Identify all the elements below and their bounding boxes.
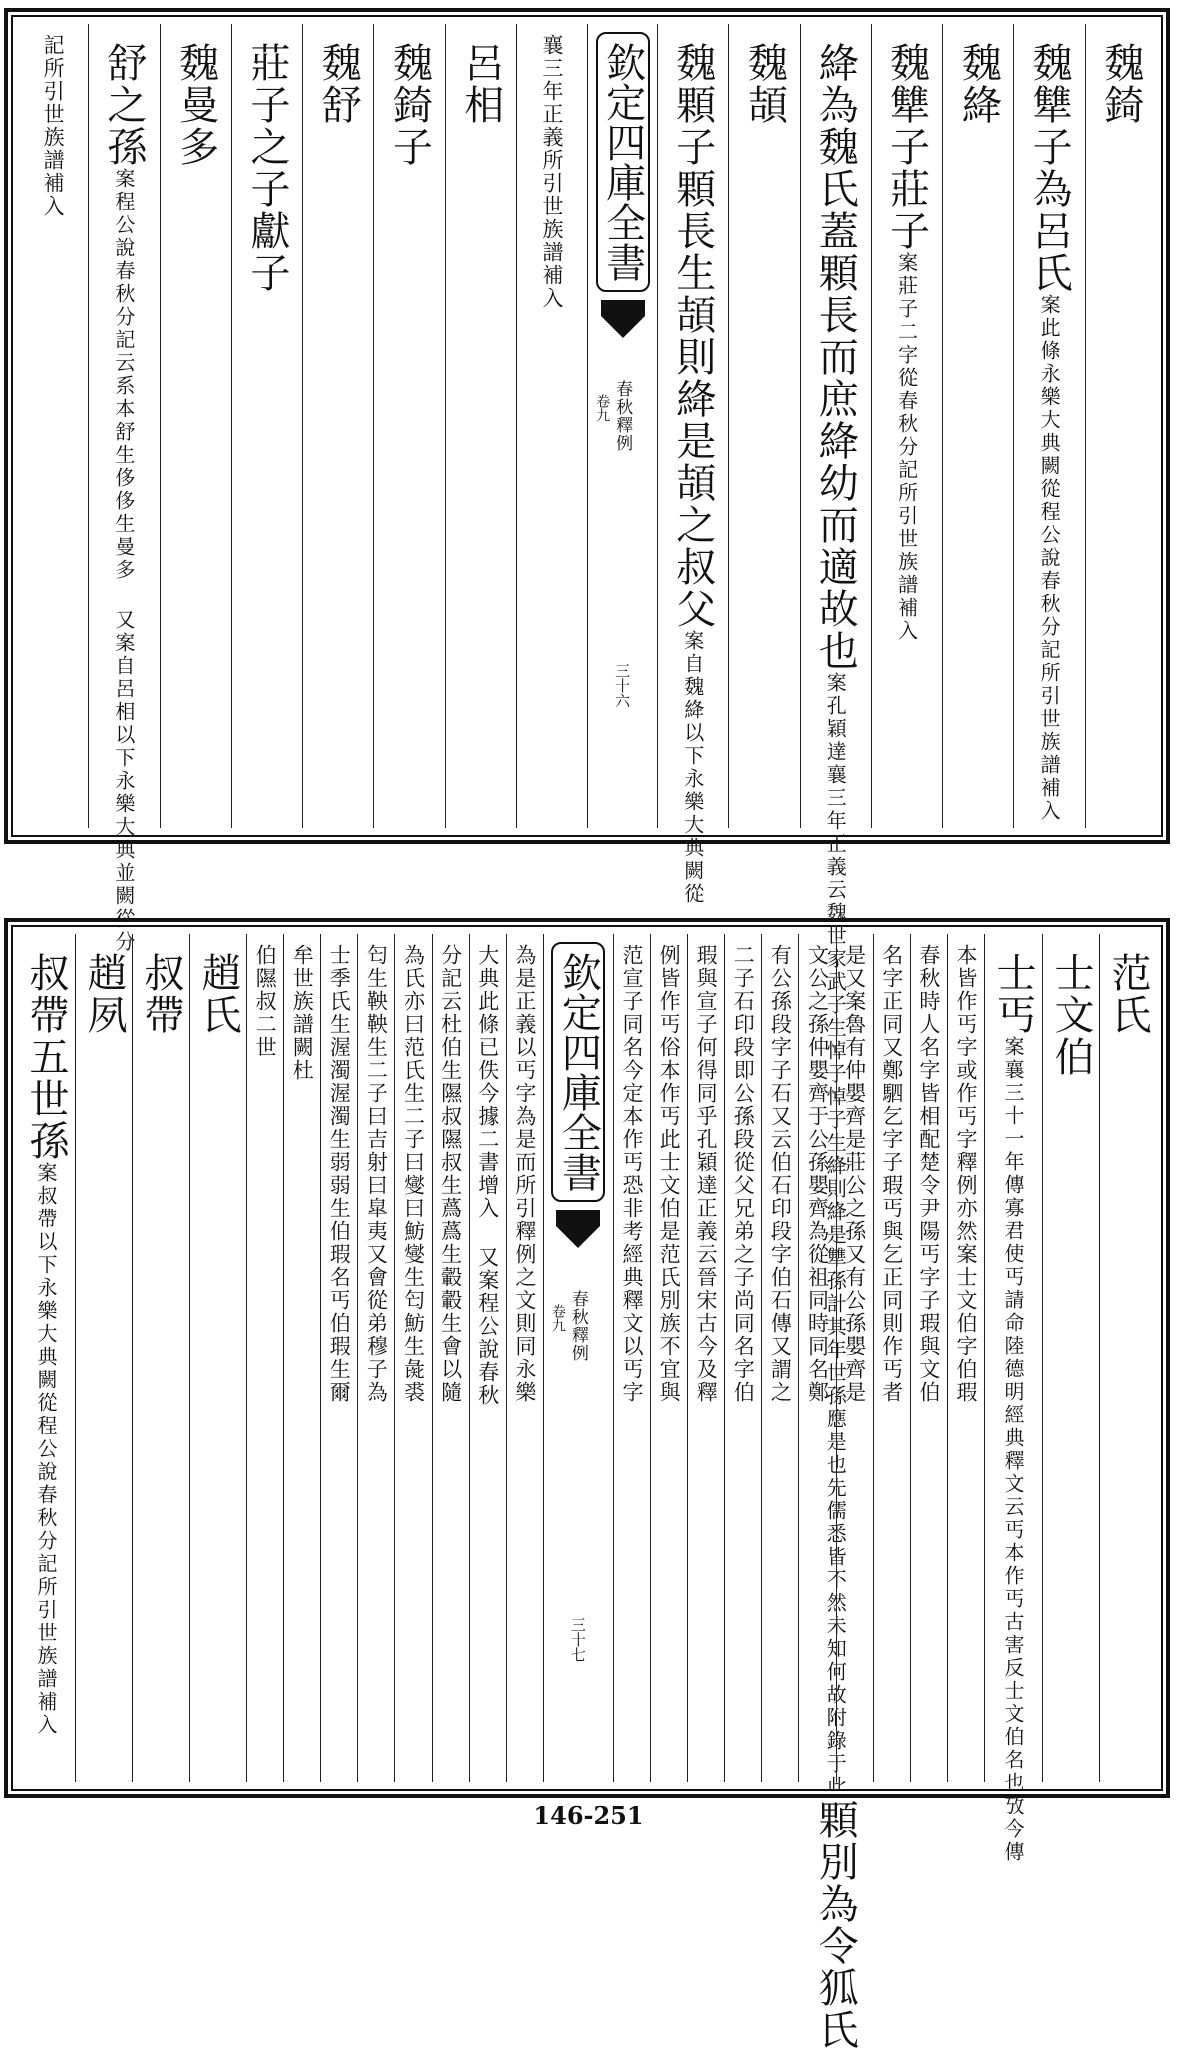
annotation-text: 牟世族譜闕杜 xyxy=(290,944,315,1082)
text-column xyxy=(650,934,687,1782)
heading-text: 魏舒 xyxy=(315,42,362,126)
annotation-text: 案自魏絳以下永樂大典闕從 xyxy=(680,630,705,906)
text-column xyxy=(798,934,835,1782)
heading-text: 魏頡 xyxy=(741,42,788,126)
mixed-text xyxy=(1021,24,1078,828)
annotation-text: 有公孫段字子石又云伯石印段字伯石傳又謂之 xyxy=(768,944,793,1404)
mixed-text xyxy=(665,24,722,906)
heading-text: 魏曼多 xyxy=(172,42,219,168)
mixed-text xyxy=(879,24,936,828)
annotation-text: 案孔穎達襄三年正義云魏世家武子生悼子悼子生絳則絳是犨孫計其年世孫應是也先儒悉皆不然未知何故附錄于此 xyxy=(823,672,848,1799)
fold-book-title: 春秋釋例 xyxy=(567,1290,588,1362)
text-column xyxy=(657,24,728,906)
heading-text: 士丐 xyxy=(990,952,1036,1036)
annotation-text: 案莊子二字從春秋分記所引世族譜補入 xyxy=(894,252,919,643)
fold-center xyxy=(543,934,613,1782)
fishtail-mark-icon xyxy=(599,298,647,340)
heading-text: 魏顆子顆長生頡則絳是頡之叔父 xyxy=(669,42,716,630)
heading-text: 絳為魏氏蓋顆長而庶絳幼而適故也 xyxy=(812,42,859,672)
text-column xyxy=(160,24,231,828)
annotation-text: 范宣子同名今定本作丐恐非考經典釋文以丐字 xyxy=(619,944,644,1404)
mixed-text xyxy=(985,934,1042,1864)
mixed-text xyxy=(18,934,75,1782)
mixed-text xyxy=(96,24,153,954)
text-column xyxy=(432,934,469,1782)
annotation-text: 例皆作丐俗本作丐此士文伯是范氏別族不宜與 xyxy=(657,944,682,1404)
annotation-text: 匄生鞅鞅生二子曰吉射曰皐夷又會從弟穆子為 xyxy=(364,944,389,1404)
page-reference: 146-251 xyxy=(533,1801,644,1830)
fold-title: 欽定四庫全書 xyxy=(551,942,605,1202)
annotation-text: 大典此條已佚今據二書增入 又案程公說春秋 xyxy=(475,944,500,1407)
text-column xyxy=(910,934,947,1782)
text-column xyxy=(320,934,357,1782)
heading-text: 趙夙 xyxy=(81,952,128,1036)
fold-page-number: 三十七 xyxy=(568,1617,587,1662)
text-column xyxy=(984,934,1042,1864)
fold-book-title: 春秋釋例 xyxy=(612,380,633,452)
text-column xyxy=(1099,934,1156,1782)
text-column xyxy=(394,934,431,1782)
annotation-text: 二子石印段即公孫段從父兄弟之子尚同名字伯 xyxy=(731,944,756,1404)
text-column xyxy=(18,934,75,1782)
text-column xyxy=(231,24,302,828)
annotation-text: 案叔帶以下永樂大典闕從程公說春秋分記所引世族譜補入 xyxy=(34,1162,59,1737)
text-column xyxy=(506,934,543,1782)
text-column xyxy=(687,934,724,1782)
text-column xyxy=(445,24,516,828)
annotation-text: 是又案魯有仲嬰齊是莊公之孫又有公孫嬰齊是 xyxy=(842,944,867,1404)
text-column xyxy=(189,934,246,1782)
text-column xyxy=(1013,24,1084,828)
text-column xyxy=(373,24,444,828)
annotation-text: 案襄三十一年傳寡君使丐請命陸德明經典釋文云丐本作丐古害反士文伯名也攷今傳 xyxy=(1001,1036,1025,1864)
fold-volume: 卷九 xyxy=(594,394,611,422)
text-column xyxy=(613,934,650,1782)
text-column xyxy=(1085,24,1156,828)
text-column xyxy=(761,934,798,1782)
text-column xyxy=(469,934,506,1782)
heading-text: 莊子之子獻子 xyxy=(243,42,290,294)
heading-text: 范氏 xyxy=(1105,952,1151,1036)
text-column xyxy=(942,24,1013,828)
annotation-text: 記所引世族譜補入 xyxy=(41,34,66,218)
annotation-text: 為是正義以丐字為是而所引釋例之文則同永樂 xyxy=(512,944,537,1404)
text-column xyxy=(246,934,283,1782)
text-column xyxy=(516,24,587,828)
heading-text: 呂相 xyxy=(457,42,504,126)
annotation-text: 為氏亦曰范氏生二子曰燮曰魴燮生匄魴生彘裘 xyxy=(401,944,426,1404)
text-column xyxy=(873,934,910,1782)
heading-text: 魏犨子莊子 xyxy=(883,42,930,252)
fold-volume: 卷九 xyxy=(549,1304,566,1332)
heading-text: 叔帶五世孫 xyxy=(23,952,70,1162)
text-column xyxy=(947,934,984,1782)
heading-text: 士文伯 xyxy=(1048,952,1094,1078)
text-column xyxy=(283,934,320,1782)
heading-text: 魏錡子 xyxy=(386,42,433,168)
text-column xyxy=(1042,934,1099,1782)
text-column xyxy=(75,934,132,1782)
annotation-text: 案此條永樂大典闕從程公說春秋分記所引世族譜補入 xyxy=(1037,294,1062,823)
heading-text: 魏絳 xyxy=(955,42,1002,126)
text-column xyxy=(357,934,394,1782)
annotation-text: 伯隰叔二世 xyxy=(253,944,278,1059)
text-column xyxy=(18,24,88,828)
text-column xyxy=(836,934,873,1782)
annotation-text: 名字正同又鄭駟乞字子瑕丐與乞正同則作丐者 xyxy=(879,944,904,1404)
heading-text: 舒之孫 xyxy=(100,42,147,168)
heading-text: 叔帶 xyxy=(138,952,185,1036)
heading-text: 趙氏 xyxy=(195,952,242,1036)
annotation-text: 文公之孫仲嬰齊于公孫嬰齊為從祖同時同名鄭 xyxy=(805,944,830,1404)
text-column xyxy=(132,934,189,1782)
annotation-text: 襄三年正義所引世族譜補入 xyxy=(540,34,564,310)
text-column xyxy=(302,24,373,828)
annotation-text: 春秋時人名字皆相配楚令尹陽丐字子瑕與文伯 xyxy=(916,944,941,1404)
annotation-text: 案程公說春秋分記云系本舒生侈侈生曼多 又案自呂相以下永樂大典並闕從分 xyxy=(111,168,136,954)
annotation-text: 分記云杜伯生隰叔隰叔生蔿蔿生轂轂生會以隨 xyxy=(438,944,463,1404)
heading-text: 顆別為令狐氏 xyxy=(812,1799,859,2051)
text-column xyxy=(871,24,942,828)
annotation-text: 本皆作丐字或作丐字釋例亦然案士文伯字伯瑕 xyxy=(953,944,978,1404)
text-column xyxy=(88,24,159,954)
fishtail-mark-icon xyxy=(554,1208,602,1250)
fold-page-number: 三十六 xyxy=(613,663,632,708)
heading-text: 魏錡 xyxy=(1097,42,1144,126)
annotation-text: 士季氏生渥濁渥濁生弱弱生伯瑕名丐伯瑕生爾 xyxy=(327,944,352,1404)
fold-title: 欽定四庫全書 xyxy=(596,32,650,292)
fold-center xyxy=(587,24,657,828)
text-column xyxy=(724,934,761,1782)
annotation-text: 瑕與宣子何得同乎孔穎達正義云晉宋古今及釋 xyxy=(694,944,719,1404)
heading-text: 魏犨子為呂氏 xyxy=(1026,42,1073,294)
text-column xyxy=(728,24,799,828)
